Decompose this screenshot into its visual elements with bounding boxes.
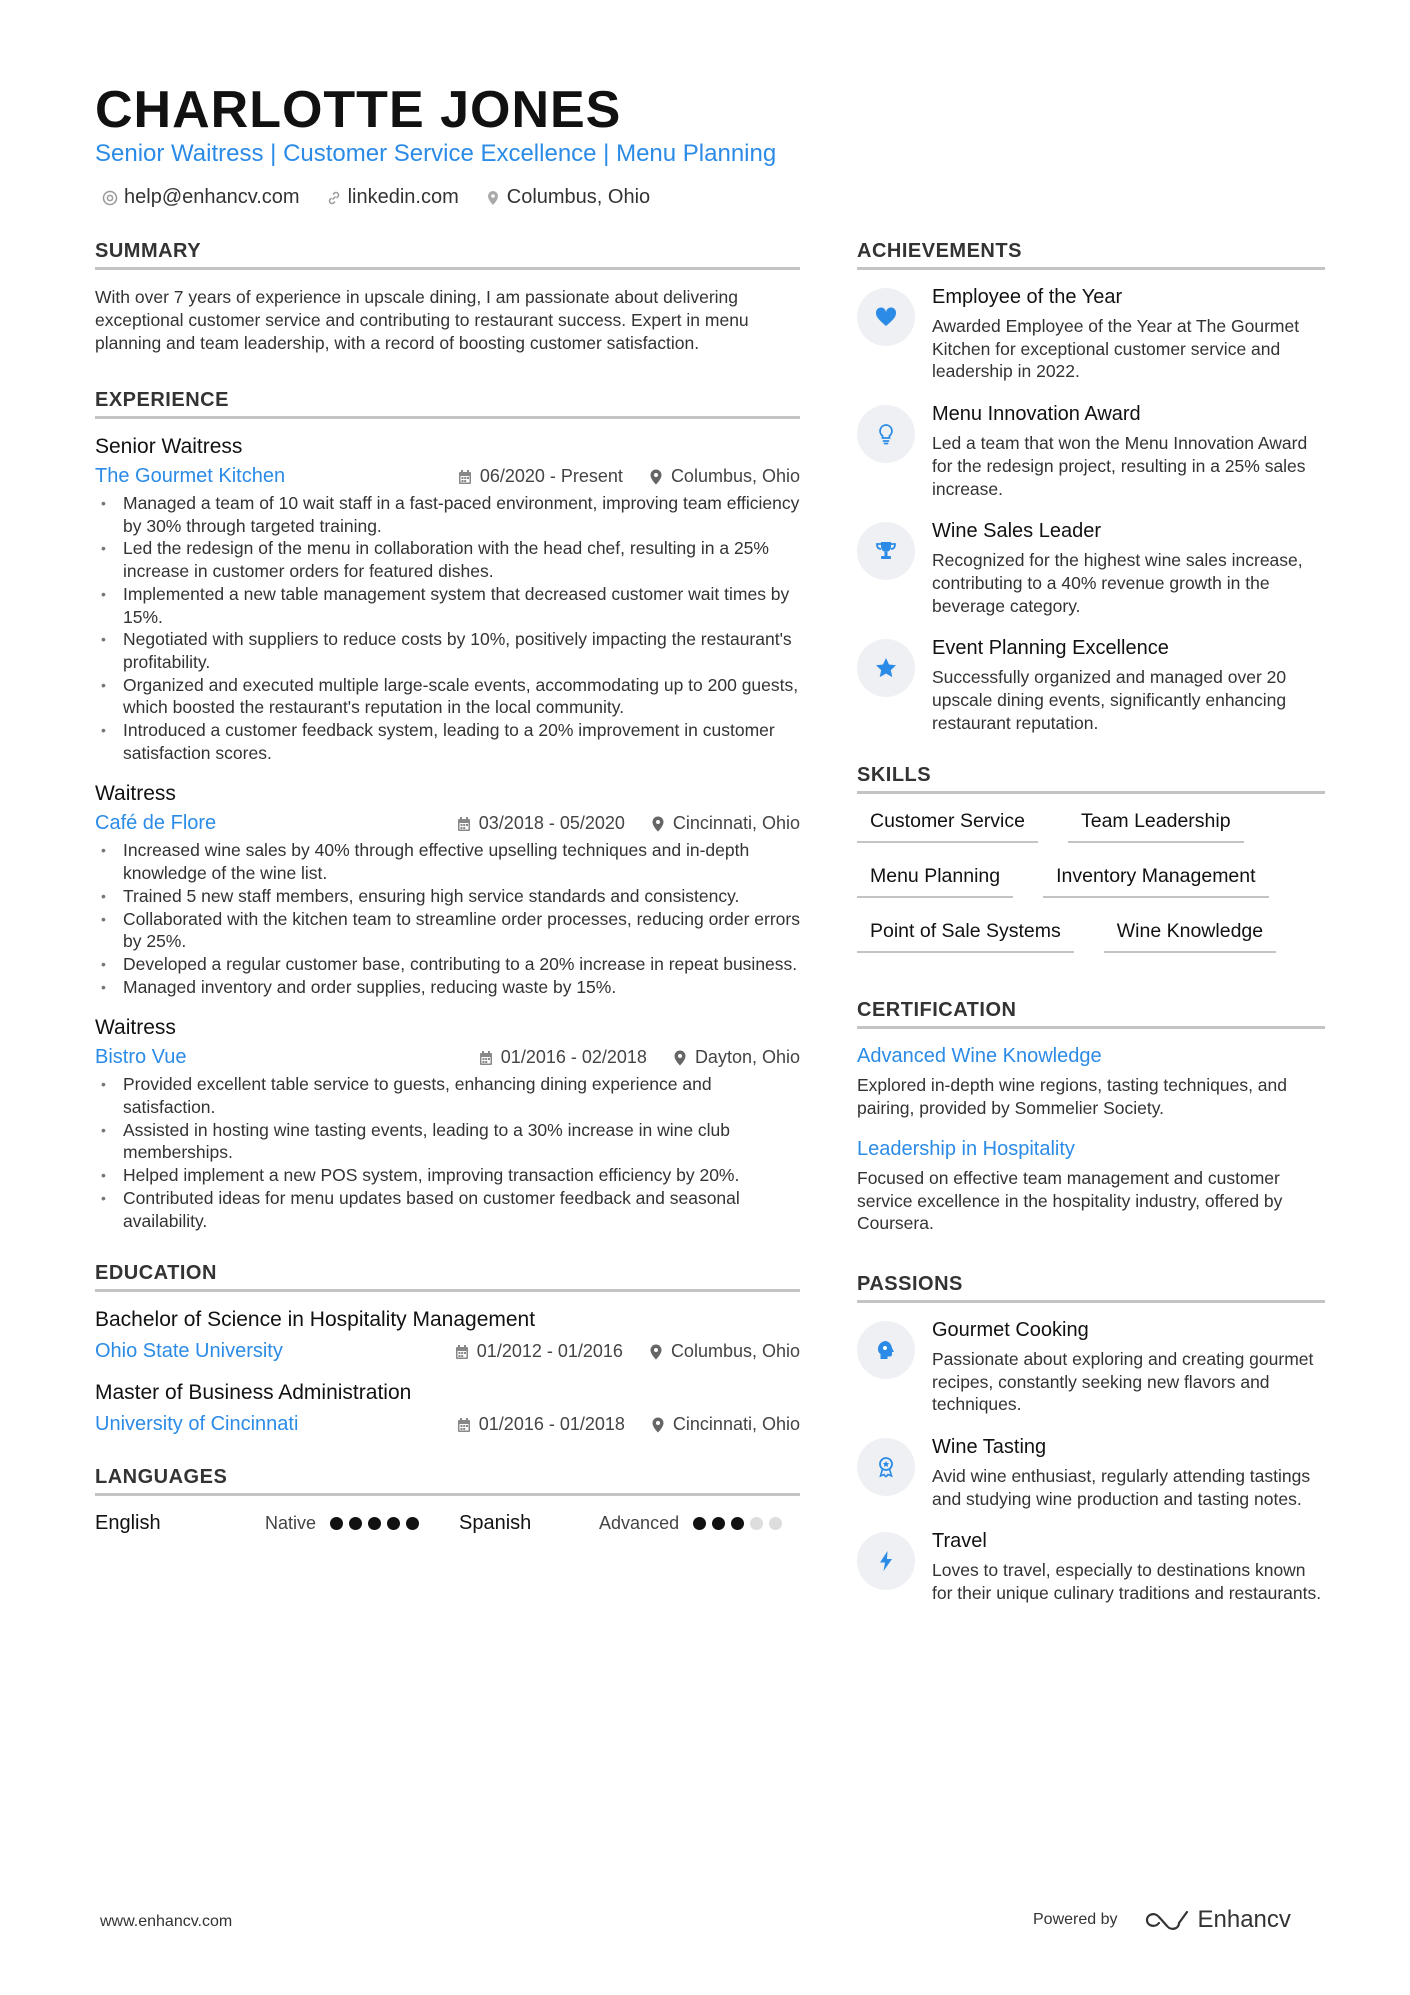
left-column [95,240,800,1569]
email-text: help@enhancv.com [124,186,300,208]
item-description: Recognized for the highest wine sales increase, contributing to a 40% revenue growth in the beverage category. [932,550,1303,616]
achievement-item [857,403,1325,500]
powered-by-label: Powered by [1033,1911,1118,1928]
bullet-item: • Helped implement a new POS system, improving transaction efficiency by 20%. [95,1164,800,1187]
rating-dot [693,1517,706,1530]
language-level: Native [265,1513,317,1534]
calendar-icon [457,816,471,832]
candidate-name: CHARLOTTE JONES [95,81,622,139]
bullet-item: • Trained 5 new staff members, ensuring high service standards and consistency. [95,885,800,908]
contact-linkedin[interactable] [326,186,459,209]
education-location [649,1341,800,1362]
rating-dot [731,1517,744,1530]
job-meta-right [457,813,800,834]
summary-heading: SUMMARY [95,240,800,270]
item-description: Successfully organized and managed over 20 upscale dining events, significantly enhancing restaurant reputation. [932,667,1287,733]
at-icon [102,190,118,206]
item-description: Passionate about exploring and creating gourmet recipes, constantly seeking new flavors and techniques. [932,1348,1314,1415]
brain-icon [874,1338,898,1362]
skill-tag: Point of Sale Systems [857,920,1074,953]
rating-dot [349,1517,362,1530]
star-icon [874,656,898,680]
bullet-item: • Managed a team of 10 wait staff in a fast-paced environment, improving team efficiency by 30% through targeted training. [95,492,800,537]
icon-badge [857,639,915,697]
link-icon [326,190,342,206]
footer-website[interactable]: www.enhancv.com [100,1913,233,1930]
item-description: Loves to travel, especially to destinations known for their unique culinary traditions and restaurants. [932,1560,1322,1604]
job-title: Waitress [95,782,176,806]
passion-list [857,1319,1325,1605]
job-meta [95,1046,800,1069]
degree: Bachelor of Science in Hospitality Management [95,1308,536,1332]
brand-logo[interactable] [1144,1906,1291,1934]
education-dates-text: 01/2012 - 01/2016 [476,1341,623,1362]
icon-badge [857,405,915,463]
item-description: Led a team that won the Menu Innovation Award for the redesign project, resulting in a 25% sales increase. [932,433,1308,499]
item-title: Employee of the Year [932,286,1123,308]
bullet-item: • Assisted in hosting wine tasting events, leading to a 30% increase in wine club memberships. [95,1119,800,1164]
experience-heading: EXPERIENCE [95,389,800,419]
bullet-item: • Introduced a customer feedback system, leading to a 20% improvement in customer satisfaction scores. [95,719,800,764]
right-column [857,240,1325,1639]
passion-item [857,1319,1325,1416]
item-body [932,403,1325,500]
skill-tag: Menu Planning [857,865,1013,898]
certification-entry [857,1045,1325,1119]
job-bullets [95,492,800,764]
language-level: Advanced [599,1513,680,1534]
languages-section [95,1466,800,1535]
heart-icon [874,305,898,329]
certification-title[interactable]: Leadership in Hospitality [857,1137,1075,1160]
education-section [95,1262,800,1436]
bullet-item: • Increased wine sales by 40% through effective upselling techniques and in-depth knowledge of the wine list. [95,839,800,884]
skill-tag: Inventory Management [1043,865,1268,898]
school-name[interactable]: Ohio State University [95,1340,283,1363]
bullet-item: • Developed a regular customer base, contributing to a 20% increase in repeat business. [95,953,800,976]
education-location [651,1414,800,1435]
language-row [95,1512,800,1535]
job-location [673,1047,800,1068]
bullet-item: • Led the redesign of the menu in collaboration with the head chef, resulting in a 25% increase in customer orders for featured dishes. [95,537,800,582]
calendar-icon [455,1344,469,1360]
skills-section [857,764,1325,953]
item-title: Wine Tasting [932,1436,1047,1459]
rating-dot [769,1517,782,1530]
contact-location [485,186,650,209]
bolt-icon [874,1549,898,1573]
skill-list [857,810,1325,953]
education-meta [95,1413,800,1436]
company-name[interactable]: Bistro Vue [95,1046,187,1069]
passions-heading: PASSIONS [857,1273,1325,1303]
job-title: Senior Waitress [95,435,243,458]
location-pin-icon [651,1417,665,1433]
trophy-icon [874,539,898,563]
certification-title[interactable]: Advanced Wine Knowledge [857,1045,1102,1068]
job-entry [95,1016,800,1232]
bullet-item: • Negotiated with suppliers to reduce costs by 10%, positively impacting the restaurant's profitability. [95,628,800,673]
calendar-icon [479,1050,493,1066]
achievements-section [857,240,1325,734]
bullet-item: • Implemented a new table management system that decreased customer wait times by 15%. [95,583,800,628]
job-dates [479,1047,647,1068]
job-dates-text: 01/2016 - 02/2018 [500,1047,647,1068]
summary-text: With over 7 years of experience in upscale dining, I am passionate about delivering exceptional customer service and contributing to restaurant success. Expert in menu planning and team leadership, with a record of boosting customer satisfaction. [95,287,749,353]
rating-dot [406,1517,419,1530]
icon-badge [857,1321,915,1379]
item-body [932,637,1325,734]
achievement-item [857,520,1325,617]
bullet-item: • Organized and executed multiple large-scale events, accommodating up to 200 guests, which boosted the restaurant's reputation in the local community. [95,674,800,719]
passion-item [857,1530,1325,1604]
language-name: English [95,1512,161,1535]
location-pin-icon [673,1050,687,1066]
contact-email[interactable] [102,186,300,209]
medal-icon [874,1455,898,1479]
education-location-text: Cincinnati, Ohio [672,1414,800,1435]
skills-heading: SKILLS [857,764,1325,794]
job-list [95,435,800,1232]
company-name[interactable]: Café de Flore [95,812,217,835]
job-dates-text: 06/2020 - Present [479,466,623,486]
job-bullets [95,839,800,998]
item-title: Event Planning Excellence [932,637,1169,660]
icon-badge [857,288,915,346]
language-rating [330,1517,419,1530]
degree: Master of Business Administration [95,1381,412,1405]
rating-dot [712,1517,725,1530]
rating-dot [330,1517,343,1530]
brand-name: Enhancv [1197,1906,1291,1933]
bullet-item: • Contributed ideas for menu updates based on customer feedback and seasonal availability. [95,1187,800,1232]
item-body [932,286,1325,383]
icon-badge [857,1532,915,1590]
linkedin-text: linkedin.com [347,186,459,208]
education-dates [455,1341,623,1362]
education-meta-right [455,1341,800,1362]
item-description: Avid wine enthusiast, regularly attending tastings and studying wine production and tasting notes. [932,1466,1311,1509]
location-pin-icon [649,1344,663,1360]
footer-branding [1033,1906,1291,1934]
bullet-item: • Provided excellent table service to guests, enhancing dining experience and satisfaction. [95,1073,800,1118]
enhancv-logo-icon [1144,1908,1190,1932]
job-location [649,466,800,487]
language-name: Spanish [459,1512,532,1535]
job-entry [95,435,800,764]
achievements-heading: ACHIEVEMENTS [857,240,1325,270]
rating-dot [387,1517,400,1530]
bullet-item: • Managed inventory and order supplies, reducing waste by 15%. [95,976,800,999]
job-location-text: Dayton, Ohio [694,1047,800,1068]
item-title: Travel [932,1530,987,1553]
achievement-item [857,286,1325,383]
company-name[interactable]: The Gourmet Kitchen [95,465,286,487]
passions-section [857,1273,1325,1605]
headline: Senior Waitress | Customer Service Excellence | Menu Planning [95,140,777,167]
job-meta [95,812,800,835]
education-dates-text: 01/2016 - 01/2018 [478,1414,625,1435]
job-location-text: Columbus, Ohio [670,466,800,486]
certification-heading: CERTIFICATION [857,999,1325,1029]
certification-description: Explored in-depth wine regions, tasting techniques, and pairing, provided by Sommelier Society. [857,1075,1287,1119]
rating-dot [368,1517,381,1530]
languages-heading: LANGUAGES [95,1466,800,1496]
education-entry [95,1308,800,1363]
language-rating [693,1517,782,1530]
school-name[interactable]: University of Cincinnati [95,1413,299,1436]
job-title: Waitress [95,1016,176,1040]
job-meta-right [458,466,800,487]
certification-list [857,1045,1325,1235]
job-location [651,813,800,834]
location-pin-icon [651,816,665,832]
calendar-icon [458,469,472,485]
lightbulb-icon [874,422,898,446]
item-body [932,1319,1325,1416]
certification-entry [857,1138,1325,1235]
item-body [932,1530,1325,1604]
skill-tag: Customer Service [857,810,1038,843]
item-body [932,520,1325,617]
education-list [95,1308,800,1436]
job-dates [458,466,623,487]
item-title: Gourmet Cooking [932,1318,1089,1341]
education-meta [95,1340,800,1363]
location-pin-icon [649,469,663,485]
job-dates-text: 03/2018 - 05/2020 [478,813,625,834]
education-heading: EDUCATION [95,1262,800,1292]
summary-section [95,240,800,355]
job-dates [457,813,625,834]
item-title: Menu Innovation Award [932,403,1141,426]
skill-tag: Team Leadership [1068,810,1244,843]
education-dates [457,1414,625,1435]
item-title: Wine Sales Leader [932,520,1101,543]
icon-badge [857,522,915,580]
certification-section [857,999,1325,1235]
bullet-item: • Collaborated with the kitchen team to streamline order processes, reducing order errors by 25%. [95,908,800,953]
item-description: Awarded Employee of the Year at The Gourmet Kitchen for exceptional customer service and leadership in 2022. [932,316,1300,382]
icon-badge [857,1438,915,1496]
education-entry [95,1381,800,1436]
achievement-item [857,637,1325,734]
certification-description: Focused on effective team management and customer service excellence in the hospitality industry, offered by Coursera. [857,1167,1283,1234]
education-location-text: Columbus, Ohio [670,1341,800,1362]
education-meta-right [457,1414,800,1435]
job-meta [95,465,800,488]
contact-bar [102,186,650,209]
calendar-icon [457,1417,471,1433]
rating-dot [750,1517,763,1530]
experience-section [95,389,800,1232]
job-location-text: Cincinnati, Ohio [672,813,800,834]
achievement-list [857,286,1325,734]
passion-item [857,1436,1325,1510]
location-pin-icon [485,190,501,206]
item-body [932,1436,1325,1510]
job-bullets [95,1073,800,1232]
job-meta-right [479,1047,800,1068]
location-text: Columbus, Ohio [506,186,651,208]
skill-tag: Wine Knowledge [1104,920,1276,953]
job-entry [95,782,800,998]
